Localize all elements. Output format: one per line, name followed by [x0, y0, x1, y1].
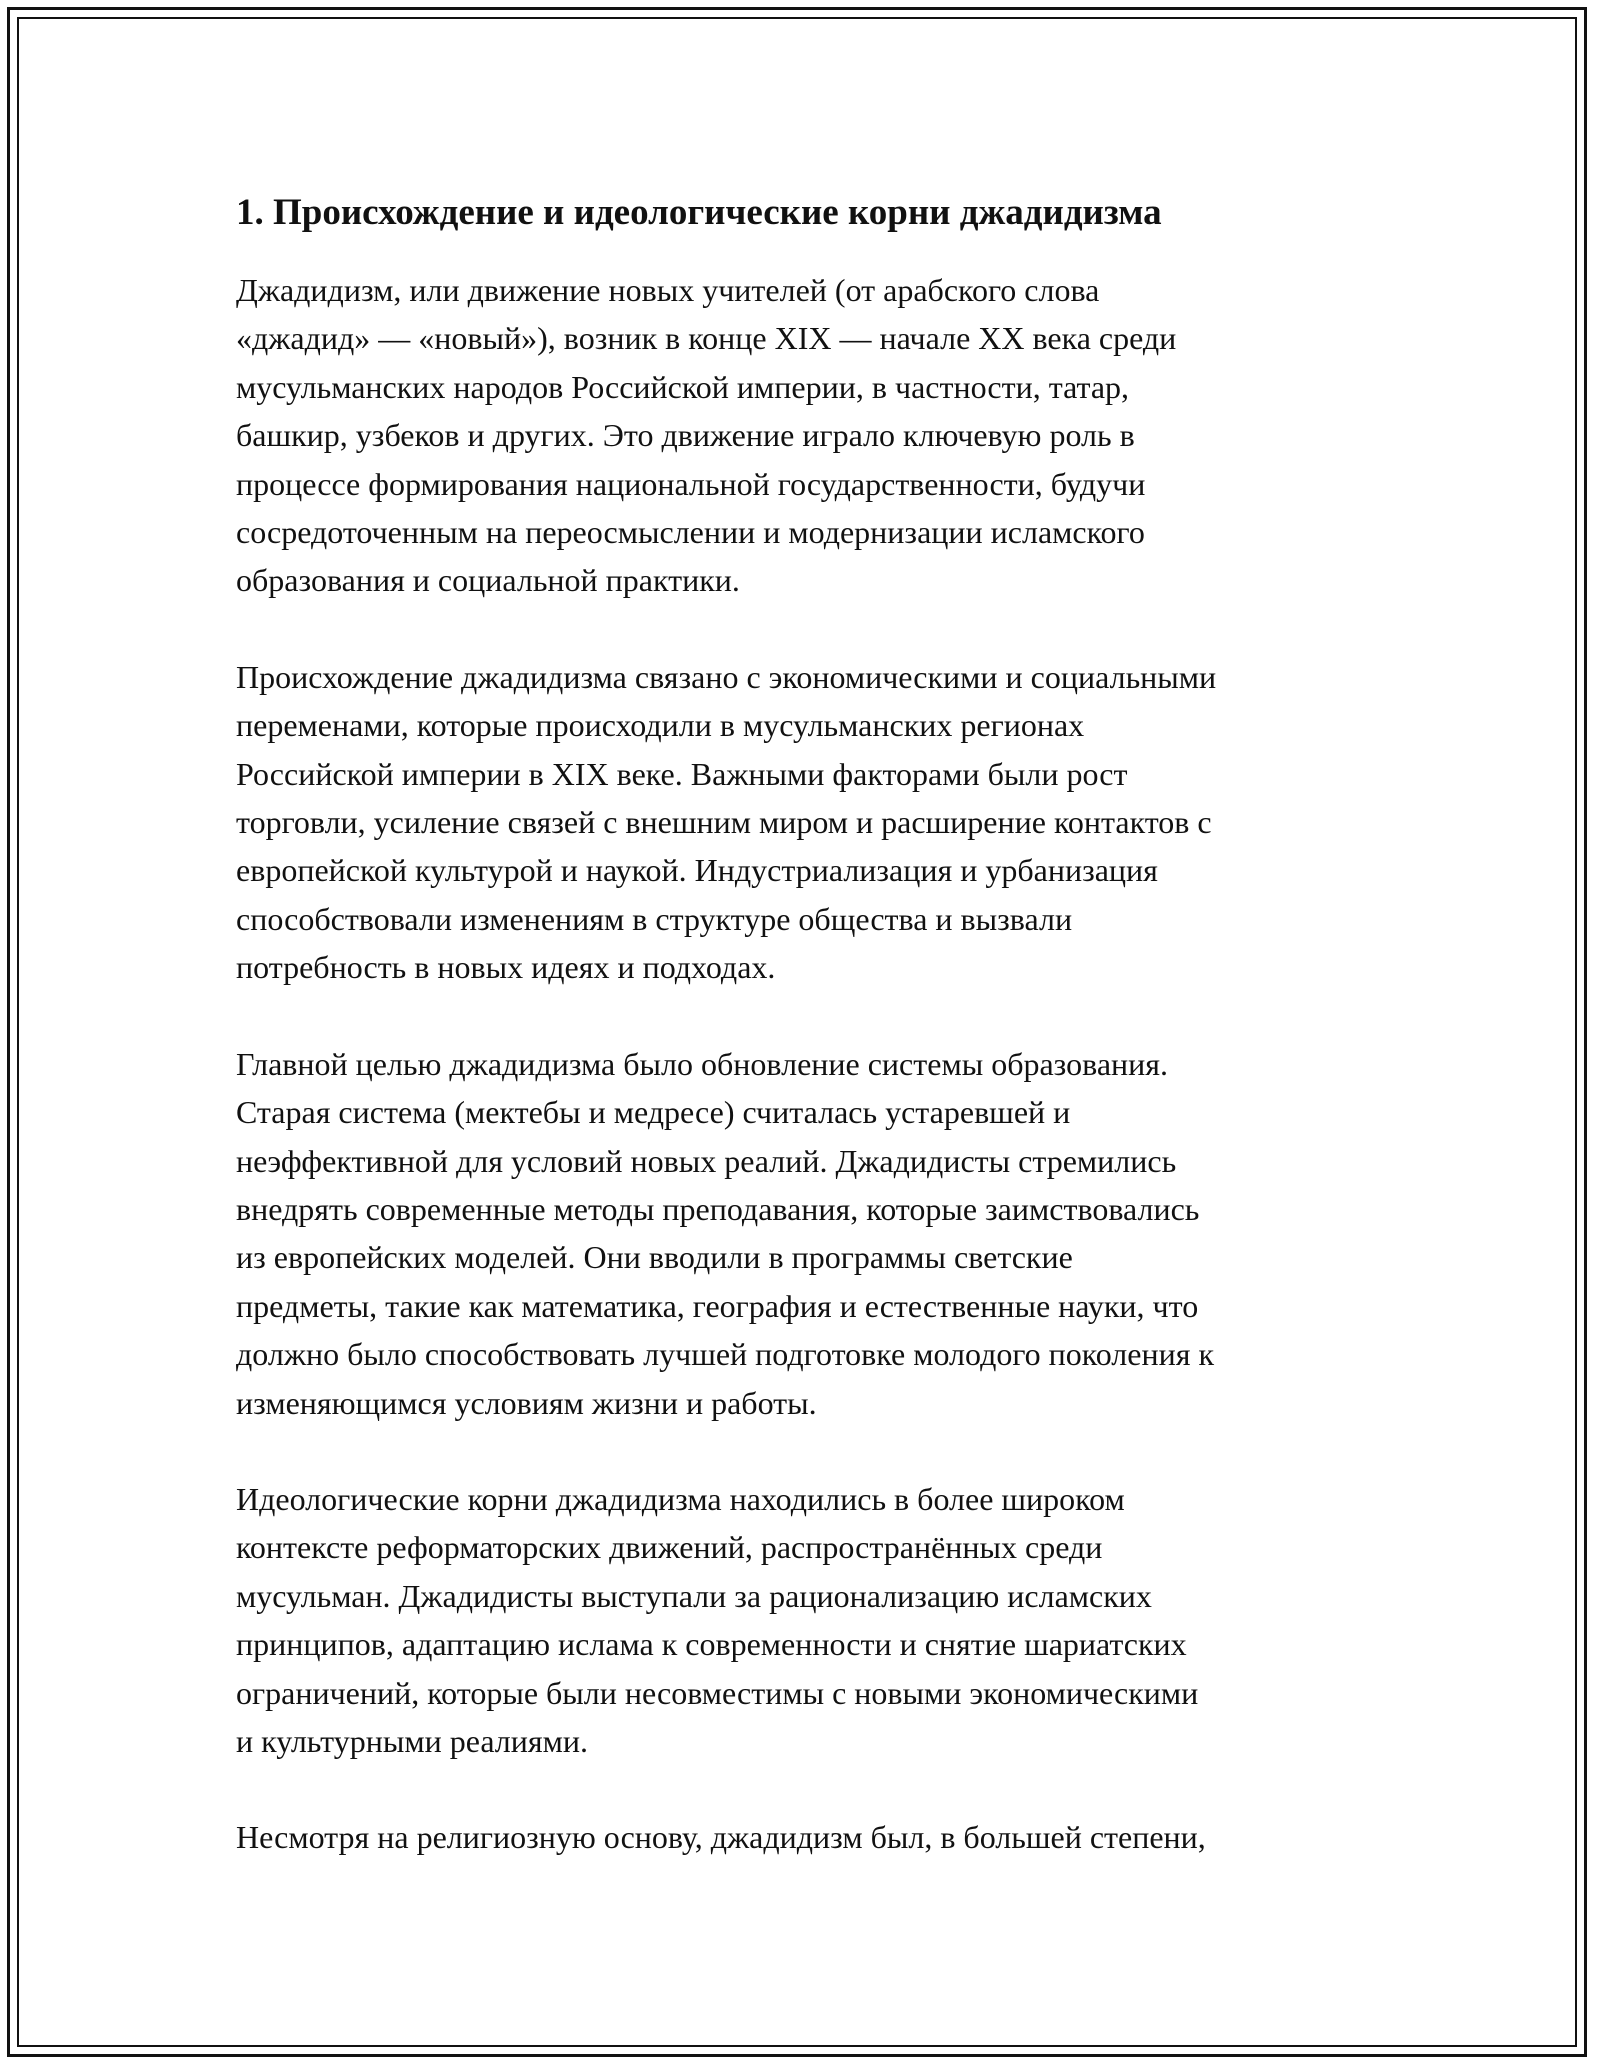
paragraph-list — [236, 266, 1386, 1862]
paragraph — [236, 266, 1386, 605]
paragraph — [236, 1475, 1386, 1765]
paragraph-line: внедрять современные методы преподавания, которые заимствовались — [236, 1190, 1200, 1227]
paragraph — [236, 1040, 1386, 1427]
paragraph-line: изменяющимся условиям жизни и работы. — [236, 1384, 817, 1421]
paragraph-line: из европейских моделей. Они вводили в программы светские — [236, 1239, 1073, 1276]
paragraph-line: ограничений, которые были несовместимы с новыми экономическими — [236, 1674, 1199, 1711]
paragraph-line: способствовали изменениям в структуре общества и вызвали — [236, 900, 1073, 937]
paragraph-line: неэффективной для условий новых реалий. Джадидисты стремились — [236, 1142, 1177, 1179]
paragraph-line: и культурными реалиями. — [236, 1722, 588, 1759]
paragraph-line: контексте реформаторских движений, распространённых среди — [236, 1529, 1103, 1566]
paragraph-line: Идеологические корни джадидизма находились в более широком — [236, 1480, 1125, 1517]
paragraph-line: торговли, усиление связей с внешним миром и расширение контактов с — [236, 804, 1212, 841]
paragraph-line: мусульман. Джадидисты выступали за рационализацию исламских — [236, 1577, 1152, 1614]
section-heading: 1. Происхождение и идеологические корни джадидизма — [236, 192, 1162, 233]
document-body — [236, 190, 1386, 1910]
paragraph-line: Джадидизм, или движение новых учителей (от арабского слова — [236, 272, 1100, 308]
paragraph-line: Старая система (мектебы и медресе) считалась устаревшей и — [236, 1094, 1071, 1131]
paragraph-line: должно было способствовать лучшей подготовке молодого поколения к — [236, 1336, 1214, 1373]
paragraph-line: Главной целью джадидизма было обновление системы образования. — [236, 1045, 1168, 1082]
paragraph-line: Несмотря на религиозную основу, джадидизм был, в большей степени, — [236, 1819, 1206, 1856]
paragraph-line: Российской империи в XIX веке. Важными факторами были рост — [236, 755, 1128, 792]
paragraph-line: образования и социальной практики. — [236, 562, 740, 599]
paragraph — [236, 1813, 1386, 1861]
paragraph-line: предметы, такие как математика, география и естественные науки, что — [236, 1287, 1199, 1324]
paragraph-line: процессе формирования национальной государственности, будучи — [236, 465, 1146, 502]
paragraph-line: мусульманских народов Российской империи, в частности, татар, — [236, 368, 1130, 405]
paragraph-line: принципов, адаптацию ислама к современности и снятие шариатских — [236, 1626, 1187, 1663]
paragraph-line: «джадид» — «новый»), возник в конце XIX — начале XX века среди — [236, 320, 1177, 357]
paragraph-line: Происхождение джадидизма связано с экономическими и социальными — [236, 658, 1217, 695]
paragraph-line: потребность в новых идеях и подходах. — [236, 949, 776, 986]
paragraph-line: переменами, которые происходили в мусульманских регионах — [236, 707, 1085, 744]
paragraph — [236, 653, 1386, 992]
paragraph-line: европейской культурой и наукой. Индустриализация и урбанизация — [236, 852, 1158, 889]
paragraph-line: сосредоточенным на переосмыслении и модернизации исламского — [236, 514, 1145, 551]
paragraph-line: башкир, узбеков и других. Это движение играло ключевую роль в — [236, 417, 1135, 454]
